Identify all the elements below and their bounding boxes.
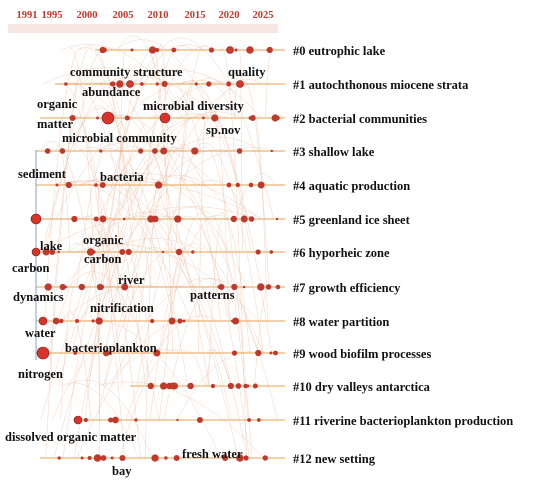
year-label: 2010: [147, 10, 169, 21]
keyword-node: [126, 249, 132, 255]
keyword-node: [276, 218, 278, 220]
keyword-node: [195, 82, 198, 85]
keyword-node: [123, 218, 125, 220]
keyword-label: nitrification: [90, 301, 154, 315]
year-label: 1991: [16, 10, 38, 21]
keyword-node: [84, 418, 88, 422]
keyword-node: [99, 216, 106, 223]
keyword-node: [92, 319, 95, 322]
keyword-node: [272, 114, 279, 121]
keyword-label: nitrogen: [18, 367, 63, 381]
keyword-node: [256, 249, 261, 254]
keyword-label: sediment: [18, 167, 66, 181]
keyword-node-major: [31, 214, 41, 224]
keyword-node: [163, 149, 166, 152]
keyword-node: [97, 284, 103, 290]
keyword-node: [56, 184, 59, 187]
keyword-node: [236, 383, 242, 389]
keyword-node: [108, 417, 113, 422]
cluster-labels: [293, 44, 513, 466]
keyword-node: [187, 383, 194, 390]
keyword-node-major: [237, 81, 244, 88]
year-axis: [8, 10, 278, 33]
keyword-node: [58, 456, 61, 459]
keyword-node: [99, 149, 102, 152]
keyword-label: community structure: [70, 65, 183, 79]
keyword-node: [191, 147, 198, 154]
keyword-label: quality: [228, 65, 266, 79]
cluster-label: #1 autochthonous miocene strata: [293, 78, 469, 92]
keyword-node: [151, 319, 154, 322]
keyword-node: [60, 148, 66, 154]
keyword-label: patterns: [190, 288, 235, 302]
keyword-node: [232, 350, 237, 355]
keyword-node: [148, 383, 154, 389]
keyword-node: [244, 455, 249, 460]
keyword-node: [191, 250, 194, 253]
keyword-node: [162, 251, 164, 253]
cluster-label: #10 dry valleys antarctica: [293, 380, 430, 394]
keyword-node: [151, 454, 158, 461]
keyword-node: [152, 148, 158, 154]
keyword-node: [182, 320, 185, 323]
keyword-node: [249, 116, 253, 120]
keyword-node: [64, 82, 68, 86]
citation-arc: [122, 179, 247, 287]
keyword-node: [130, 48, 133, 51]
cluster-label: #2 bacterial communities: [293, 112, 428, 126]
keyword-node: [243, 286, 246, 289]
keyword-node: [174, 455, 180, 461]
year-band: [8, 24, 278, 33]
keyword-node: [246, 46, 253, 53]
keyword-label: sp.nov: [206, 123, 241, 137]
keyword-node: [59, 319, 64, 324]
keyword-node: [169, 317, 176, 324]
keyword-node: [237, 148, 243, 154]
keyword-node: [138, 148, 143, 153]
keyword-node: [176, 419, 178, 421]
keyword-node: [228, 383, 234, 389]
year-label: 2000: [76, 10, 98, 21]
keyword-node-major: [74, 416, 82, 424]
citation-arc: [183, 351, 205, 386]
keyword-label: bacteria: [100, 170, 144, 184]
keyword-node: [266, 284, 271, 289]
citation-arc: [52, 346, 128, 420]
keyword-node-major: [102, 112, 114, 124]
keyword-label: carbon: [12, 261, 50, 275]
citation-arc: [146, 218, 247, 458]
keyword-node: [102, 48, 107, 53]
keyword-node: [266, 49, 269, 52]
keyword-label: organic: [83, 233, 124, 247]
year-label: 2005: [112, 10, 134, 21]
keyword-node: [160, 382, 167, 389]
keyword-node: [257, 418, 261, 422]
keyword-node: [140, 82, 144, 86]
keyword-node: [231, 320, 234, 323]
keyword-node: [249, 183, 254, 188]
keyword-node: [276, 285, 281, 290]
keyword-node: [255, 350, 261, 356]
keyword-node: [88, 456, 92, 460]
keyword-label: water: [25, 326, 56, 340]
keyword-node: [45, 148, 51, 154]
keyword-node: [176, 249, 182, 255]
keyword-node-major: [160, 113, 170, 123]
keyword-label: matter: [37, 117, 74, 131]
cluster-label: #8 water partition: [293, 315, 390, 329]
keyword-node: [209, 47, 214, 52]
citation-arc: [254, 284, 272, 386]
keyword-node: [257, 283, 264, 290]
keyword-node-major: [37, 347, 49, 359]
keyword-node-major: [32, 248, 40, 256]
keyword-node: [155, 181, 162, 188]
year-label: 2025: [252, 10, 274, 21]
keyword-node: [164, 456, 167, 459]
keyword-node: [227, 183, 232, 188]
keyword-label: river: [118, 273, 145, 287]
keyword-node: [171, 48, 176, 53]
keyword-node: [94, 183, 98, 187]
keyword-node-major: [227, 47, 234, 54]
keyword-node: [53, 318, 60, 325]
keyword-node: [126, 116, 129, 119]
keyword-label: dissolved organic matter: [5, 430, 137, 444]
keyword-node: [119, 455, 125, 461]
keyword-node: [79, 284, 85, 290]
cluster-label: #7 growth efficiency: [293, 281, 401, 295]
keyword-node: [162, 81, 168, 87]
cluster-label: #9 wood biofilm processes: [293, 347, 432, 361]
keyword-label: lake: [40, 239, 63, 253]
keyword-node: [243, 384, 247, 388]
keyword-node: [155, 48, 159, 52]
keyword-node: [241, 215, 248, 222]
keyword-node: [197, 419, 200, 422]
keyword-label: bay: [112, 464, 132, 478]
keyword-node: [149, 46, 156, 53]
keyword-node: [81, 456, 84, 459]
keyword-node: [211, 114, 218, 121]
keyword-node: [258, 182, 265, 189]
keyword-node: [211, 384, 215, 388]
keyword-node: [94, 454, 102, 462]
keyword-label: dynamics: [13, 290, 64, 304]
keyword-node: [247, 418, 251, 422]
keyword-node: [71, 216, 77, 222]
citation-arc: [62, 180, 191, 287]
keyword-node: [269, 250, 273, 254]
keyword-node: [177, 318, 182, 323]
citation-arc: [41, 112, 242, 420]
keyword-node: [273, 351, 278, 356]
citation-arc: [235, 173, 274, 219]
keyword-node: [262, 455, 267, 460]
cluster-label: #4 aquatic production: [293, 179, 411, 193]
keyword-node: [236, 183, 240, 187]
keyword-node: [249, 216, 255, 222]
cluster-label: #5 greenland ice sheet: [293, 213, 410, 227]
cluster-label: #0 eutrophic lake: [293, 44, 386, 58]
keyword-label: organic: [37, 97, 78, 111]
cluster-label: #11 riverine bacterioplankton production: [293, 414, 514, 428]
cluster-label: #6 hyporheic zone: [293, 246, 390, 260]
keyword-node: [253, 383, 258, 388]
keyword-node: [94, 216, 99, 221]
keyword-node: [206, 81, 211, 86]
citation-arc: [208, 218, 224, 386]
keyword-node: [96, 317, 103, 324]
citation-arc: [193, 143, 263, 353]
keyword-node: [271, 150, 273, 152]
keyword-node: [111, 457, 114, 460]
keyword-label: fresh water: [182, 447, 243, 461]
keyword-node: [202, 117, 205, 120]
cluster-label: #12 new setting: [293, 452, 375, 466]
keyword-node: [270, 352, 273, 355]
keyword-label: bacterioplankton: [65, 341, 157, 355]
keyword-node: [66, 182, 72, 188]
keyword-node: [75, 319, 79, 323]
keyword-node: [101, 455, 107, 461]
year-label: 2020: [218, 10, 240, 21]
keyword-node: [174, 215, 181, 222]
keyword-node: [156, 82, 159, 85]
keyword-label: carbon: [84, 252, 122, 266]
citation-arc: [150, 243, 203, 420]
keyword-node: [231, 216, 237, 222]
keyword-label: abundance: [82, 85, 141, 99]
citation-arc: [265, 48, 272, 118]
keyword-node: [96, 117, 99, 120]
keyword-node: [235, 49, 238, 52]
year-label: 1995: [41, 10, 63, 21]
citation-arc: [242, 81, 269, 287]
cluster-label: #3 shallow lake: [293, 145, 375, 159]
keyword-node-major: [39, 317, 47, 325]
keyword-node: [134, 418, 137, 421]
keyword-label: microbial diversity: [143, 99, 244, 113]
keyword-node: [147, 215, 154, 222]
citation-arc: [56, 144, 70, 252]
keyword-label: microbial community: [62, 131, 177, 145]
keyword-node: [226, 82, 231, 87]
year-label: 2015: [184, 10, 206, 21]
keyword-node: [171, 382, 178, 389]
